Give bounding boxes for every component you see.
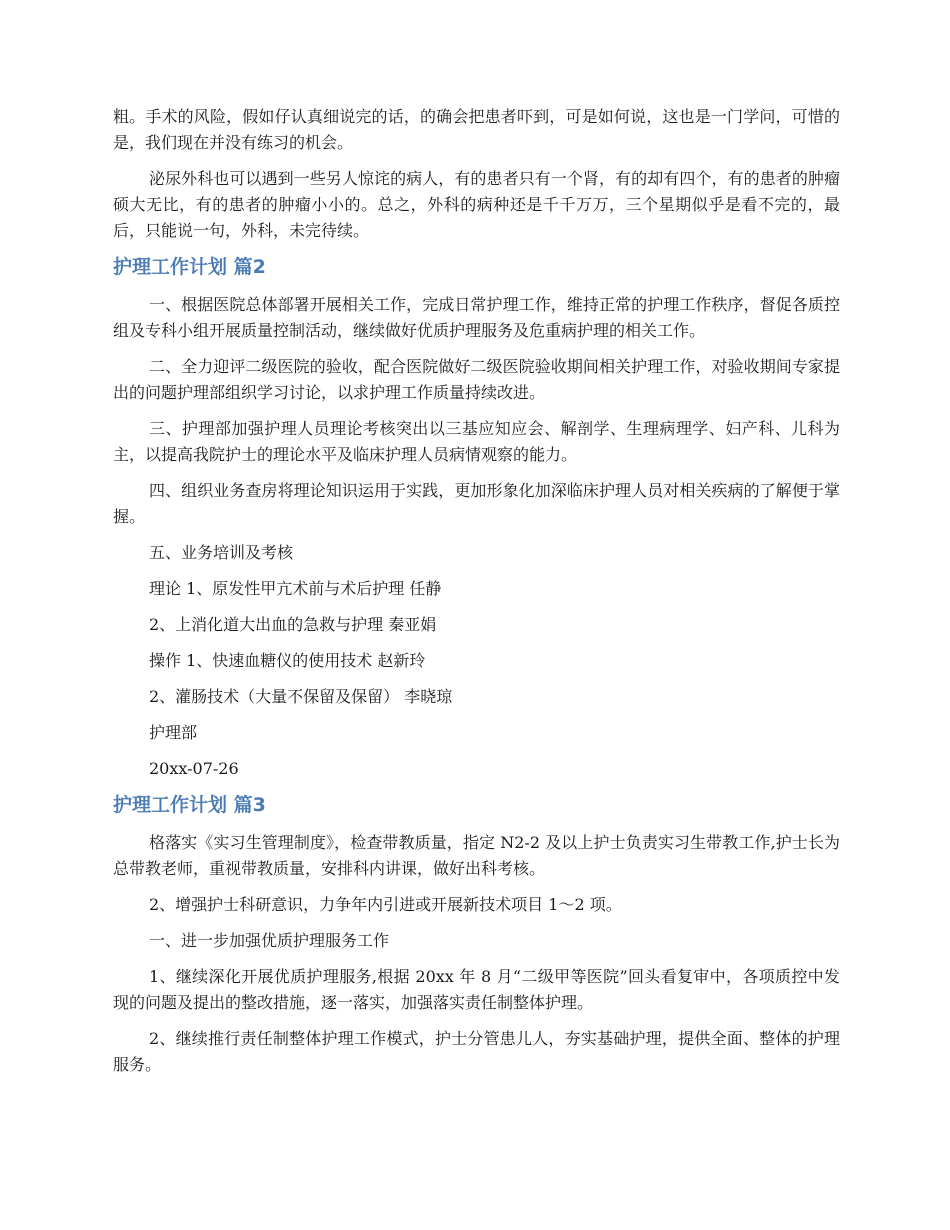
paragraph: 2、灌肠技术（大量不保留及保留） 李晓琼 bbox=[149, 687, 453, 706]
paragraph: 2、增强护士科研意识，力争年内引进或开展新技术项目 1～2 项。 bbox=[149, 895, 622, 914]
paragraph: 一、根据医院总体部署开展相关工作，完成日常护理工作，维持正常的护理工作秩序，督促各质控组及专科小组开展质量控制活动，继续做好优质护理服务及危重病护理的相关工作。 bbox=[113, 295, 840, 340]
paragraph: 1、继续深化开展优质护理服务,根据 20xx 年 8 月“二级甲等医院”回头看复审中，各项质控中发现的问题及提出的整改措施，逐一落实，加强落实责任制整体护理。 bbox=[113, 967, 840, 1012]
section-heading: 护理工作计划 篇3 bbox=[113, 794, 266, 816]
document-page bbox=[113, 104, 840, 1088]
paragraph: 粗。手术的风险，假如仔认真细说完的话，的确会把患者吓到，可是如何说，这也是一门学问，可惜的是，我们现在并没有练习的机会。 bbox=[113, 107, 840, 152]
paragraph-date: 20xx-07-26 bbox=[149, 759, 239, 778]
paragraph: 五、业务培训及考核 bbox=[149, 543, 294, 562]
paragraph: 护理部 bbox=[149, 723, 198, 742]
paragraph: 2、上消化道大出血的急救与护理 秦亚娟 bbox=[149, 615, 437, 634]
paragraph: 2、继续推行责任制整体护理工作模式，护士分管患儿人，夯实基础护理，提供全面、整体的护理服务。 bbox=[113, 1029, 840, 1074]
paragraph: 一、进一步加强优质护理服务工作 bbox=[149, 931, 390, 950]
paragraph: 二、全力迎评二级医院的验收，配合医院做好二级医院验收期间相关护理工作，对验收期间专家提出的问题护理部组织学习讨论，以求护理工作质量持续改进。 bbox=[113, 357, 840, 402]
paragraph: 操作 1、快速血糖仪的使用技术 赵新玲 bbox=[149, 651, 426, 670]
paragraph: 泌尿外科也可以遇到一些另人惊诧的病人，有的患者只有一个肾，有的却有四个，有的患者的肿瘤硕大无比，有的患者的肿瘤小小的。总之，外科的病种还是千千万万，三个星期似乎是看不完的，最后，只能说一句，外科，未完待续。 bbox=[113, 169, 840, 240]
paragraph: 三、护理部加强护理人员理论考核突出以三基应知应会、解剖学、生理病理学、妇产科、儿科为主，以提高我院护士的理论水平及临床护理人员病情观察的能力。 bbox=[113, 419, 840, 464]
section-heading: 护理工作计划 篇2 bbox=[113, 256, 266, 278]
paragraph: 格落实《实习生管理制度》，检查带教质量，指定 N2-2 及以上护士负责实习生带教工作,护士长为总带教老师，重视带教质量，安排科内讲课，做好出科考核。 bbox=[113, 833, 840, 878]
paragraph: 理论 1、原发性甲亢术前与术后护理 任静 bbox=[149, 579, 442, 598]
paragraph: 四、组织业务查房将理论知识运用于实践，更加形象化加深临床护理人员对相关疾病的了解便于掌握。 bbox=[113, 481, 840, 526]
